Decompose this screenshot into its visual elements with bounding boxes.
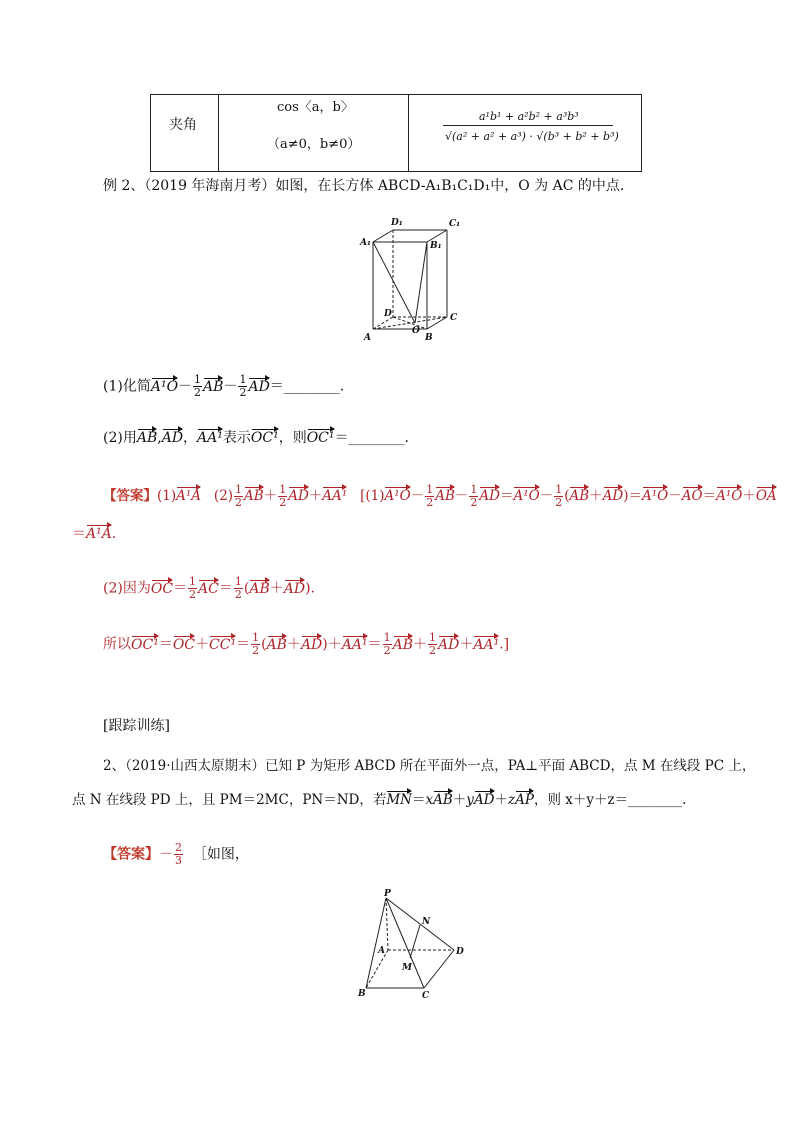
q2-prefix: (2)用 — [103, 430, 137, 446]
question-1: (1)化简A¹O－ $\frac{1}{2}$ AB－ $\frac{1}{2}$ AD＝________. — [103, 373, 345, 399]
answer-tag: 【答案】 — [103, 488, 157, 504]
segment-b1o — [415, 242, 427, 323]
followup-problem-line-1: 2、（2019·山西太原期末）已知 P 为矩形 ABCD 所在平面外一点，PA⊥平面 ABCD，点 M 在线段 PC 上， — [103, 758, 756, 774]
label-d: D — [456, 947, 464, 957]
edge-pb — [366, 898, 386, 988]
ans3-end: .] — [499, 636, 510, 653]
followup-heading: [跟踪训练] — [103, 718, 170, 734]
pyramid-figure — [352, 888, 472, 1003]
label-d1: D₁ — [391, 218, 403, 228]
label-c: C — [450, 313, 458, 323]
table-expr-cell — [219, 95, 409, 171]
table-expr: cos〈a，b〉 — [277, 100, 354, 115]
formula-bar — [443, 125, 613, 126]
ans-expl-open: [(1) — [360, 488, 385, 504]
q2-blank: ＝________. — [334, 430, 409, 446]
answer-line-4: 所以OC¹＝OC＋CC¹＝ $\frac{1}{2}$ (AB＋AD)＋AA¹＝ $\frac{1}{2}$ AB＋ $\frac{1}{2}$ AD＋AA¹.] — [103, 631, 510, 657]
label-b: B — [358, 989, 366, 999]
q2-mid: 表示 — [222, 430, 251, 446]
label-d: D — [384, 309, 392, 319]
table-formula-cell — [409, 95, 641, 171]
label-c1: C₁ — [449, 219, 461, 229]
label-n: N — [422, 917, 431, 927]
ans1-label: (1) — [157, 488, 177, 504]
followup-answer-den: 3 — [175, 854, 182, 867]
label-a: A — [378, 946, 385, 956]
label-p: P — [384, 889, 391, 899]
formula-denominator: √(a² + a² + a³) · √(b³ + b² + b³) — [445, 130, 619, 143]
cuboid-figure — [355, 212, 465, 347]
followup-answer — [103, 842, 249, 867]
example-title: 例 2、（2019 年海南月考）如图，在长方体 ABCD-A₁B₁C₁D₁中，O 为 AC 的中点． — [103, 178, 634, 194]
table-label-cell — [151, 95, 219, 171]
label-c: C — [422, 991, 430, 1001]
label-a1: A₁ — [360, 238, 371, 248]
edge-pd — [386, 898, 454, 950]
edge-a1d1 — [373, 230, 393, 242]
ans2-line-prefix: (2)因为 — [103, 580, 151, 597]
segment-mn — [410, 925, 420, 958]
table-label: 夹角 — [169, 117, 197, 133]
q1-prefix: (1)化简 — [103, 378, 151, 395]
edge-cd — [424, 950, 454, 988]
label-o: O — [412, 326, 420, 336]
edge-bc — [427, 317, 447, 329]
label-m: M — [402, 963, 412, 973]
edge-pc — [386, 898, 424, 988]
segment-a1o — [373, 242, 415, 323]
label-a: A — [364, 333, 371, 343]
followup-line2-b: ，则 x＋y＋z＝________. — [533, 792, 687, 808]
formula-numerator: a¹b¹ + a²b² + a³b³ — [479, 110, 579, 123]
hidden-edge-pa — [386, 898, 388, 950]
followup-answer-sign: － — [159, 846, 173, 863]
label-b1: B₁ — [430, 241, 442, 251]
followup-answer-num: 2 — [175, 841, 182, 854]
answer-line-1: 【答案】(1)A¹A (2) $\frac{1}{2}$ AB＋ $\frac{1}{2}$ AD＋AA¹ [(1)A¹O－ $\frac{1}{2}$ AB－ $\frac{1}{2}$ AD＝A¹O－ $\frac{1}{2}$ (AB＋AD)＝A¹O－AO＝A¹O＋OA — [103, 483, 777, 509]
answer-line-2: ＝A¹A. — [72, 526, 117, 542]
followup-answer-tag: 【答案】 — [103, 846, 159, 863]
formula-table — [150, 94, 642, 172]
q2-suffix: ，则 — [278, 430, 307, 446]
followup-line2-a: 点 N 在线段 PD 上，且 PM＝2MC，PN＝ND，若 — [72, 792, 387, 808]
label-b: B — [425, 333, 433, 343]
question-2: (2)用AB,AD，AA¹表示OC¹，则OC¹＝________. — [103, 430, 409, 446]
followup-answer-tail: ［如图， — [192, 846, 249, 863]
ans2-label: (2) — [213, 488, 234, 504]
answer-line-3: (2)因为OC＝ $\frac{1}{2}$ AC＝ $\frac{1}{2}$ (AB＋AD). — [103, 575, 316, 601]
ans3-prefix: 所以 — [103, 636, 131, 653]
followup-problem-line-2: 点 N 在线段 PD 上，且 PM＝2MC，PN＝ND，若MN＝xAB＋yAD＋zAP，则 x＋y＋z＝________. — [72, 792, 687, 808]
table-cond: （a≠0，b≠0） — [267, 137, 361, 152]
q1-blank: ＝________. — [269, 378, 345, 395]
